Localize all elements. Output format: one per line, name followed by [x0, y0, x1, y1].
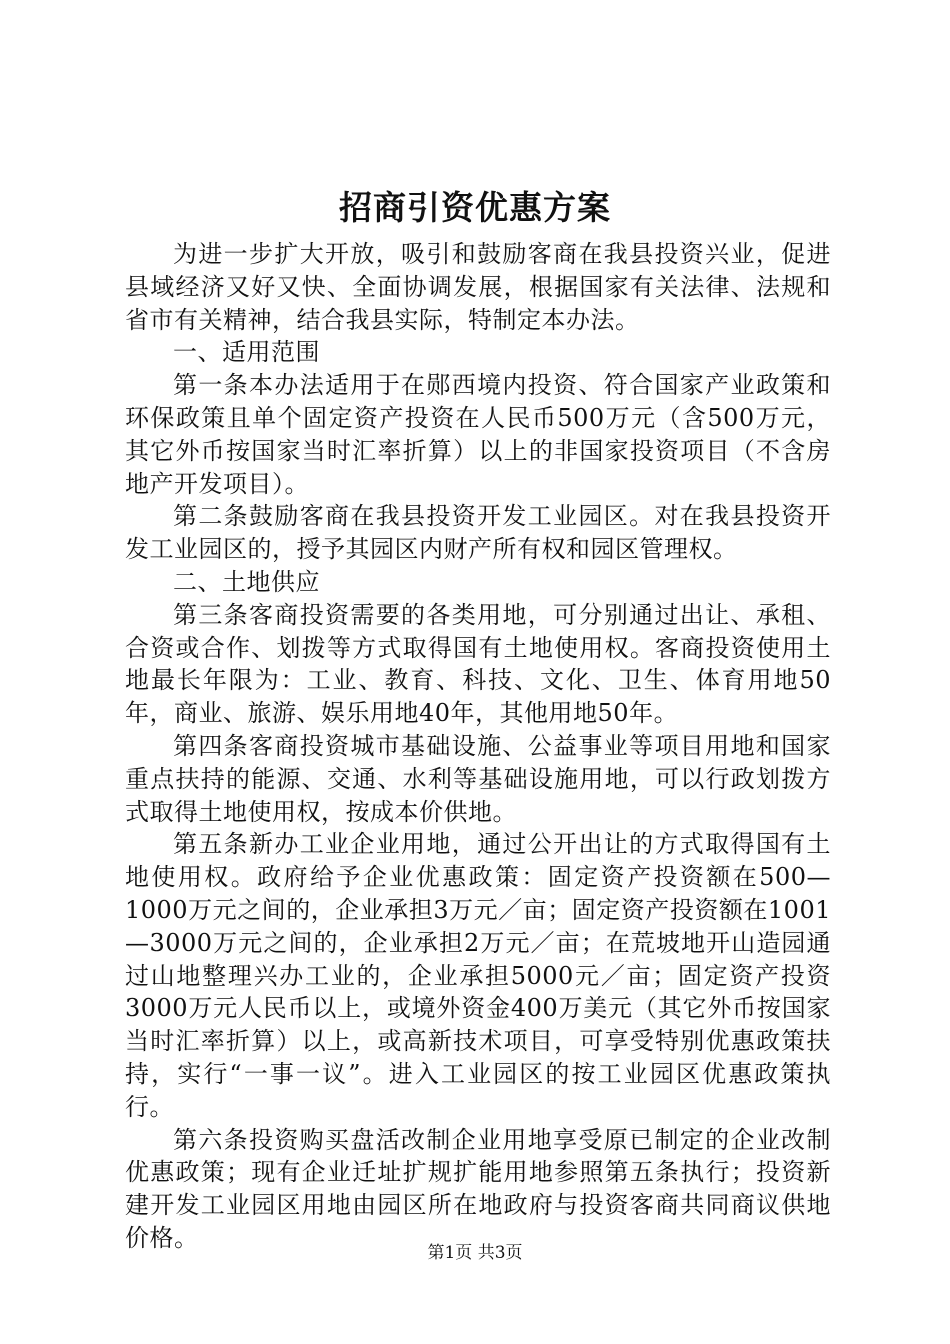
page-number-footer: 第1页 共3页 [427, 1243, 523, 1263]
intro-paragraph: 为进一步扩大开放，吸引和鼓励客商在我县投资兴业，促进县域经济又好又快、全面协调发展，根据国家有关法律、法规和省市有关精神，结合我县实际，特制定本办法。 [125, 240, 831, 334]
document-title: 招商引资优惠方案 [339, 188, 611, 227]
section-heading-land-supply: 二、土地供应 [173, 567, 320, 596]
article-1-paragraph: 第一条本办法适用于在郧西境内投资、符合国家产业政策和环保政策且单个固定资产投资在人民币500万元（含500万元，其它外币按国家当时汇率折算）以上的非国家投资项目（不含房地产开发项目）。 [125, 371, 831, 498]
article-5-paragraph: 第五条新办工业企业用地，通过公开出让的方式取得国有土地使用权。政府给予企业优惠政策：固定资产投资额在500—1000万元之间的，企业承担3万元／亩；固定资产投资额在1001—3000万元之间的，企业承担2万元／亩；在荒坡地开山造园通过山地整理兴办工业的，企业承担5000元／亩；固定资产投资3000万元人民币以上，或境外资金400万美元（其它外币按国家当时汇率折算）以上，或高新技术项目，可享受特别优惠政策扶持，实行“一事一议”。进入工业园区的按工业园区优惠政策执行。 [125, 830, 831, 1121]
article-3-paragraph: 第三条客商投资需要的各类用地，可分别通过出让、承租、合资或合作、划拨等方式取得国有土地使用权。客商投资使用土地最长年限为：工业、教育、科技、文化、卫生、体育用地50年，商业、旅游、娱乐用地40年，其他用地50年。 [125, 600, 831, 728]
section-heading-scope: 一、适用范围 [173, 338, 320, 367]
article-6-paragraph: 第六条投资购买盘活改制企业用地享受原已制定的企业改制优惠政策；现有企业迁址扩规扩能用地参照第五条执行；投资新建开发工业园区用地由园区所在地政府与投资客商共同商议供地价格。 [125, 1125, 831, 1252]
article-2-paragraph: 第二条鼓励客商在我县投资开发工业园区。对在我县投资开发工业园区的，授予其园区内财产所有权和园区管理权。 [125, 502, 831, 564]
article-4-paragraph: 第四条客商投资城市基础设施、公益事业等项目用地和国家重点扶持的能源、交通、水利等基础设施用地，可以行政划拨方式取得土地使用权，按成本价供地。 [125, 731, 831, 826]
document-body [125, 238, 831, 1255]
